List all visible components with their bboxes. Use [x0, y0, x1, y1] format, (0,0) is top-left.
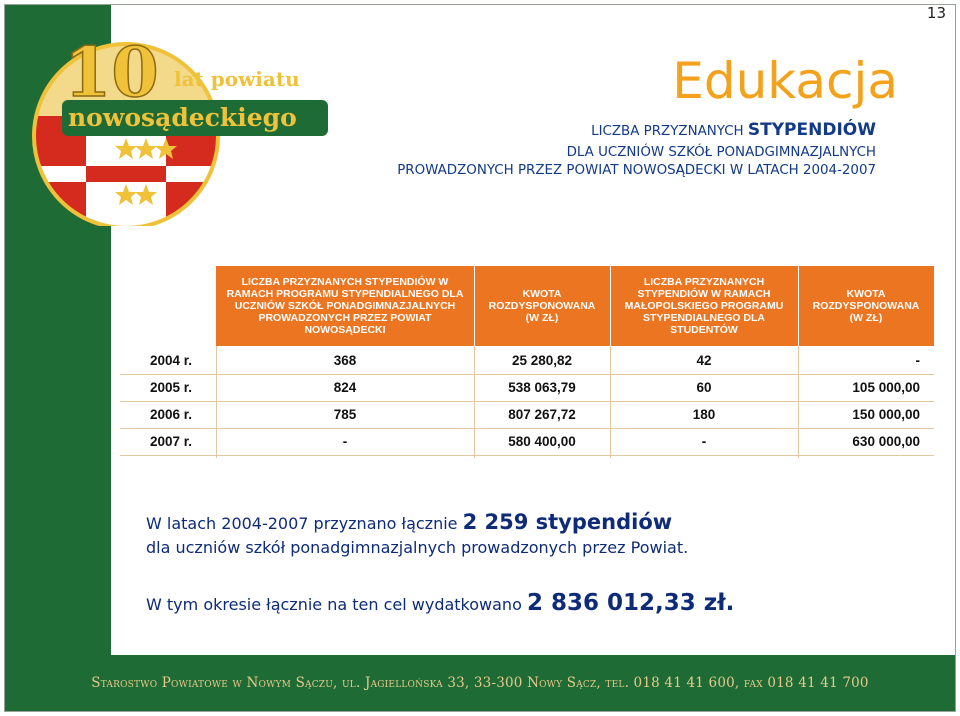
logo-number: 10 — [64, 33, 159, 113]
year-cell: 2004 r. — [150, 353, 193, 368]
school-count-cell: 368 — [333, 353, 357, 368]
header-divider — [610, 266, 611, 346]
column-divider — [474, 346, 475, 458]
school-amount-cell: 807 267,72 — [508, 407, 576, 422]
header-divider — [474, 266, 475, 346]
summary-text: W latach 2004-2007 przyznano łącznie — [146, 514, 463, 533]
logo-line1: lat powiatu — [174, 67, 300, 91]
header-divider — [798, 266, 799, 346]
column-divider — [798, 346, 799, 458]
table-header-4: KWOTA ROZDYSPONOWANA (W ZŁ) — [812, 288, 920, 324]
student-count-cell: 60 — [696, 380, 712, 395]
student-amount-cell: - — [915, 353, 920, 368]
table-row — [120, 402, 934, 429]
summary-total-amount: 2 836 012,33 zł. — [526, 590, 735, 616]
summary-text: W tym okresie łącznie na ten cel wydatkowano — [146, 595, 527, 614]
student-amount-cell: 105 000,00 — [852, 380, 920, 395]
school-count-cell: - — [342, 434, 348, 449]
column-divider — [610, 346, 611, 458]
student-count-cell: 42 — [696, 353, 712, 368]
school-amount-cell: 580 400,00 — [508, 434, 576, 449]
school-amount-cell: 25 280,82 — [511, 353, 573, 368]
table-row — [120, 375, 934, 402]
column-divider — [216, 346, 217, 458]
subtitle-line-3: PROWADZONYCH PRZEZ POWIAT NOWOSĄDECKI W LATACH 2004-2007 — [397, 163, 876, 178]
scholarship-table — [120, 266, 934, 458]
summary-total-scholarships: 2 259 stypendiów — [462, 510, 673, 534]
student-amount-cell: 630 000,00 — [852, 434, 920, 449]
year-cell: 2006 r. — [150, 407, 193, 422]
summary-line-1 — [146, 510, 672, 534]
footer-bar — [5, 655, 955, 711]
table-row — [120, 348, 934, 375]
summary-line-2: dla uczniów szkół ponadgimnazjalnych prowadzonych przez Powiat. — [146, 538, 689, 557]
table-header-1: LICZBA PRZYZNANYCH STYPENDIÓW W RAMACH PROGRAMU STYPENDIALNEGO DLA UCZNIÓW SZKÓŁ PONADGIMNAZJALNYCH PROWADZONYCH PRZEZ POWIAT NOWOSĄDECKI — [226, 276, 464, 336]
subtitle-line-1 — [591, 120, 876, 140]
logo-line2: nowosądeckiego — [68, 103, 297, 132]
footer-address: Starostwo Powiatowe w Nowym Sączu, ul. Jagiellońska 33, 33-300 Nowy Sącz, tel. 018 41 41 600, fax 018 41 41 700 — [91, 675, 869, 691]
student-count-cell: 180 — [692, 407, 716, 422]
slide-number: 13 — [926, 4, 946, 22]
school-amount-cell: 538 063,79 — [508, 380, 576, 395]
page-title: Edukacja — [672, 52, 898, 110]
table-header-3: LICZBA PRZYZNANYCH STYPENDIÓW W RAMACH MAŁOPOLSKIEGO PROGRAMU STYPENDIALNEGO DLA STUDENTÓW — [624, 276, 784, 336]
subtitle-line-2: DLA UCZNIÓW SZKÓŁ PONADGIMNAZJALNYCH — [566, 145, 876, 160]
student-count-cell: - — [701, 434, 707, 449]
table-row — [120, 429, 934, 456]
student-amount-cell: 150 000,00 — [852, 407, 920, 422]
year-cell: 2007 r. — [150, 434, 193, 449]
summary-line-3 — [146, 590, 734, 616]
table-header-2: KWOTA ROZDYSPONOWANA (W ZŁ) — [488, 288, 596, 324]
school-count-cell: 785 — [333, 407, 357, 422]
anniversary-logo — [26, 26, 336, 226]
subtitle-strong: STYPENDIÓW — [747, 120, 876, 140]
subtitle-prefix: LICZBA PRZYZNANYCH — [591, 124, 744, 139]
school-count-cell: 824 — [333, 380, 357, 395]
year-cell: 2005 r. — [150, 380, 193, 395]
